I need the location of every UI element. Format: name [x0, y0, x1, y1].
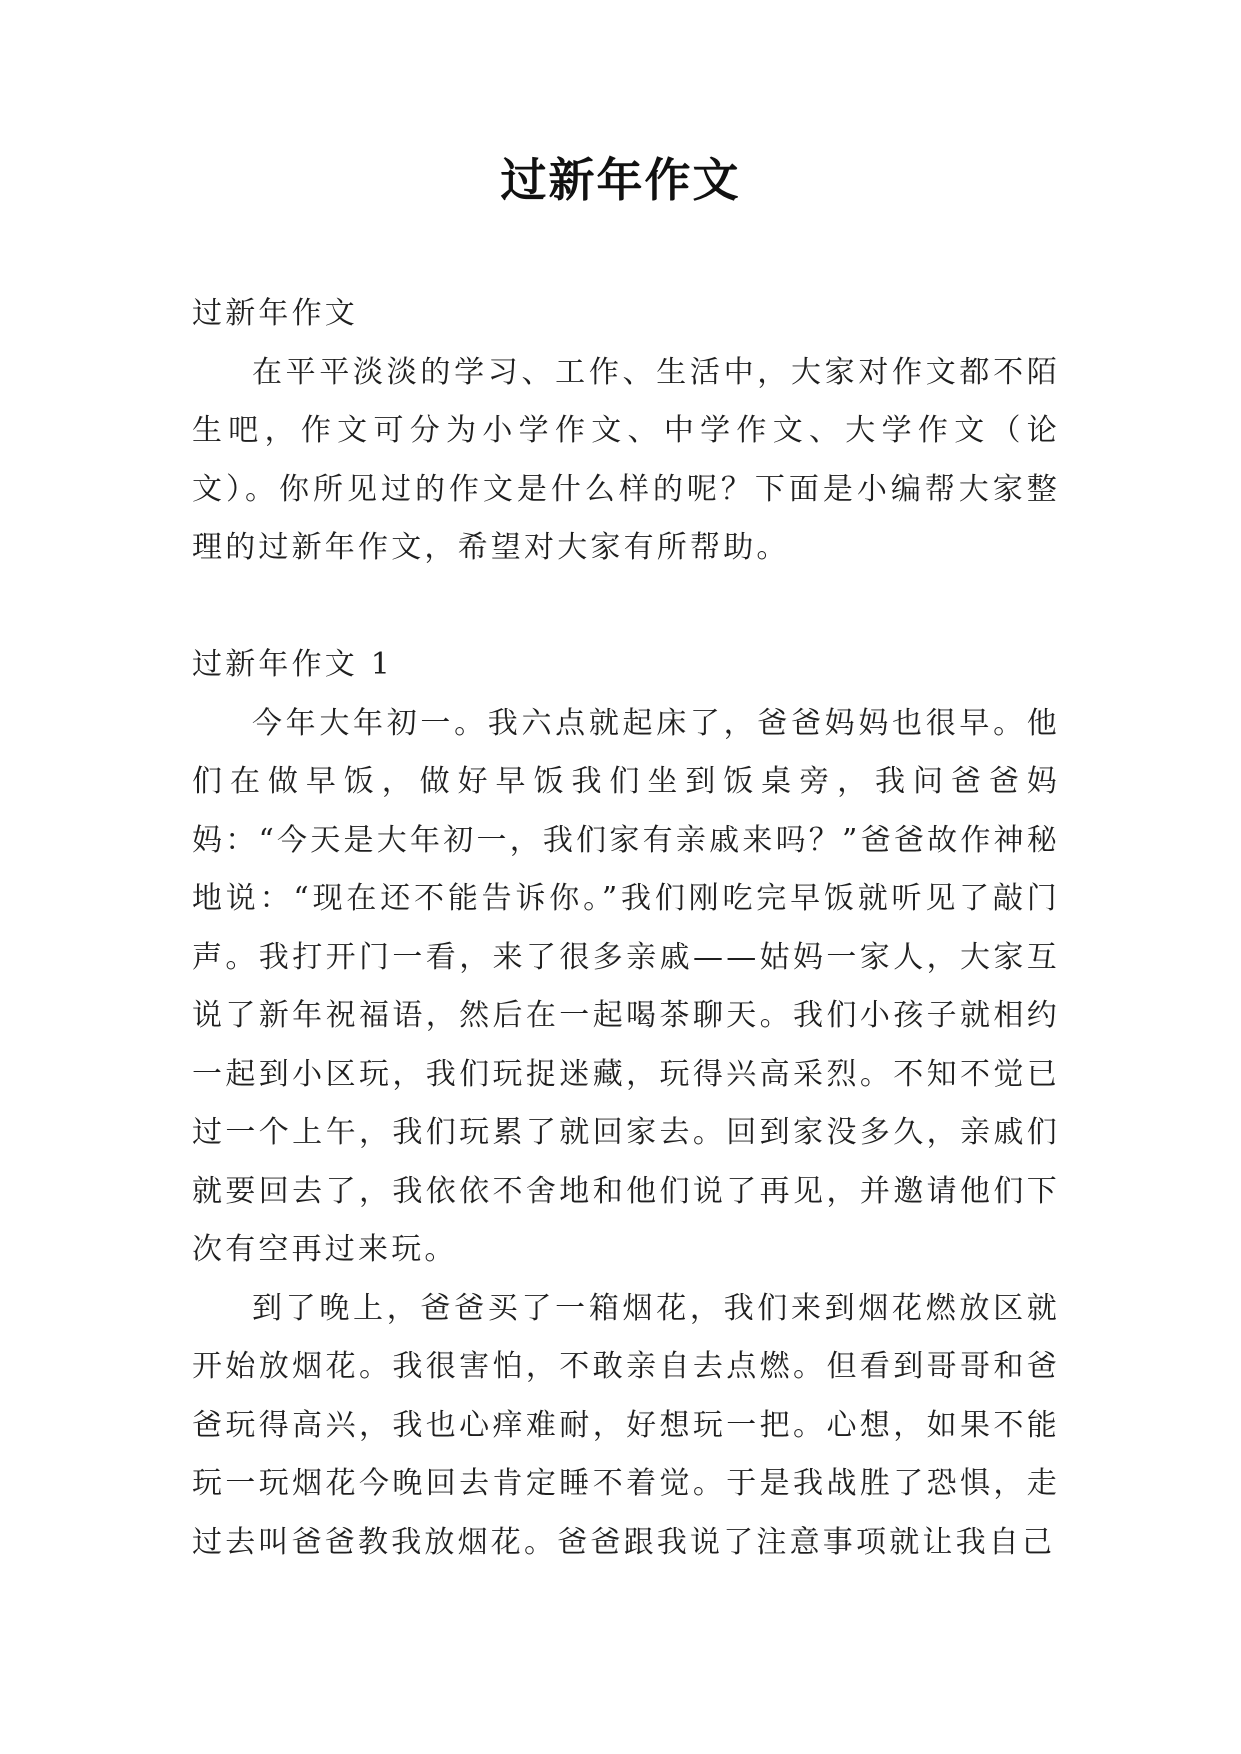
document-body: [192, 285, 1060, 1572]
essay-1-paragraph-2: 到了晚上，爸爸买了一箱烟花，我们来到烟花燃放区就开始放烟花。我很害怕，不敢亲自去点燃。但看到哥哥和爸爸玩得高兴，我也心痒难耐，好想玩一把。心想，如果不能玩一玩烟花今晚回去肯定睡不着觉。于是我战胜了恐惧，走过去叫爸爸教我放烟花。爸爸跟我说了注意事项就让我自己: [192, 1290, 1060, 1560]
intro-paragraph: 在平平淡淡的学习、工作、生活中，大家对作文都不陌生吧，作文可分为小学作文、中学作文、大学作文（论文）。你所见过的作文是什么样的呢？下面是小编帮大家整理的过新年作文，希望对大家有所帮助。: [192, 354, 1060, 565]
document-title: 过新年作文: [500, 153, 741, 207]
section-gap: [192, 578, 1060, 637]
intro-heading: 过新年作文: [192, 296, 358, 331]
essay-1-heading: 过新年作文 1: [192, 647, 394, 682]
essay-1-paragraph-1: 今年大年初一。我六点就起床了，爸爸妈妈也很早。他们在做早饭，做好早饭我们坐到饭桌旁，我问爸爸妈妈：“今天是大年初一，我们家有亲戚来吗？”爸爸故作神秘地说：“现在还不能告诉你。”我们刚吃完早饭就听见了敲门声。我打开门一看，来了很多亲戚——姑妈一家人，大家互说了新年祝福语，然后在一起喝茶聊天。我们小孩子就相约一起到小区玩，我们玩捉迷藏，玩得兴高采烈。不知不觉已过一个上午，我们玩累了就回家去。回到家没多久，亲戚们就要回去了，我依依不舍地和他们说了再见，并邀请他们下次有空再过来玩。: [192, 705, 1060, 1267]
